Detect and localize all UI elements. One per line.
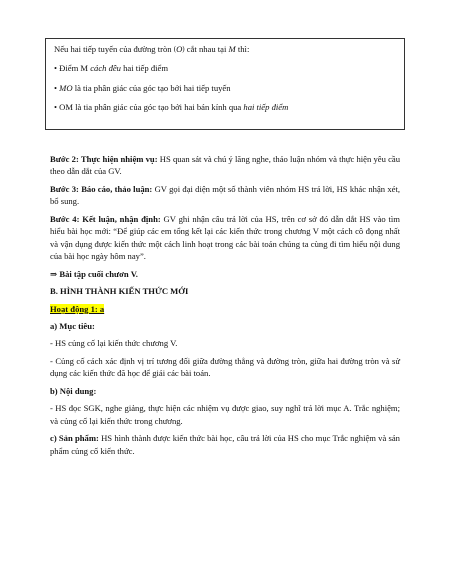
step-2 — [50, 153, 400, 178]
bullet-2-post: là tia phân giác của góc tạo bởi hai tiếp tuyến — [72, 82, 231, 93]
bullet-2-pre: • — [54, 82, 60, 93]
objective-item-2: - Củng cố cách xác định vị trí tương đối giữa đường thẳng và đường tròn, giữa hai đường tròn và sử dụng các kiến thức đã học để giải các bài toán. — [50, 355, 400, 379]
theorem-box — [45, 38, 405, 130]
activity-1-label: Hoạt động 1: a — [50, 303, 105, 314]
product-paragraph — [50, 432, 400, 457]
step-2-label: Bước 2: Thực hiện nhiệm vụ: — [50, 154, 158, 164]
objective-heading: a) Mục tiêu: — [50, 320, 95, 331]
box-intro-end: thì: — [237, 44, 250, 54]
circle-name: O — [176, 44, 183, 54]
step-4 — [50, 213, 400, 263]
content-heading: b) Nội dung: — [50, 385, 97, 396]
step-4-label: Bước 4: Kết luận, nhận định: — [50, 213, 161, 224]
step-4-text: GV ghi nhận câu trả lời của HS, trên cơ sở đó dẫn dắt HS vào tìm hiểu bài học mới: “Để giúp các em tổng kết lại các kiến thức trong chương V một cách cô đọng nhất và vận dụng được kiến thức một cách linh hoạt trong các bài toán chúng ta cùng đi tìm hiểu nội dung của bài học ngày hôm nay”. — [50, 213, 400, 262]
activity-heading — [50, 303, 400, 315]
product-label: c) Sản phẩm: — [50, 433, 99, 444]
product-text: HS hình thành được kiến thức bài học, câu trả lời của HS cho mục Trắc nghiệm và sản phẩm củng cố kiến thức. — [50, 433, 400, 456]
paren-open: ( — [173, 45, 177, 53]
box-bullet-1 — [54, 62, 396, 74]
bullet-3-pre: • OM là tia phân giác của góc tạo bởi hai bán kính qua — [54, 102, 244, 113]
point-name: M — [228, 44, 236, 54]
bullet-2-em: MO — [59, 82, 73, 93]
box-intro-mid: cắt nhau tại — [186, 44, 227, 54]
bullet-1-post: hai tiếp điểm — [120, 63, 168, 74]
box-bullet-2 — [54, 82, 396, 94]
bullet-3-em: hai tiếp điểm — [243, 102, 289, 113]
step-3 — [50, 183, 400, 208]
box-intro — [54, 43, 396, 55]
objective-item-1: - HS củng cố lại kiến thức chương V. — [50, 338, 178, 349]
step-3-text: GV gọi đại diện một số thành viên nhóm HS trả lời, HS khác nhận xét, bổ sung. — [50, 183, 400, 207]
content-item-1: - HS đọc SGK, nghe giảng, thực hiện các nhiệm vụ được giao, suy nghĩ trả lời mục A. Trắc nghiệm; và củng cố lại kiến thức trong chương. — [50, 403, 400, 426]
arrow-line: ⇒ Bài tập cuối chươn V. — [50, 268, 138, 279]
bullet-1-em: cách đều — [90, 63, 121, 74]
lesson-content — [50, 153, 400, 462]
box-intro-text: Nếu hai tiếp tuyến của đường tròn — [54, 44, 172, 54]
step-2-text: HS quan sát và chú ý lăng nghe, thảo luận nhóm và thực hiện yêu cầu theo dẫn dắt của GV. — [50, 154, 401, 177]
box-bullet-3 — [54, 101, 396, 113]
step-3-label: Bước 3: Báo cáo, thảo luận: — [50, 183, 153, 194]
paren-close: ) — [182, 45, 185, 53]
bullet-1-pre: • Điểm M — [54, 63, 91, 74]
section-heading: B. HÌNH THÀNH KIẾN THỨC MỚI — [50, 286, 189, 297]
